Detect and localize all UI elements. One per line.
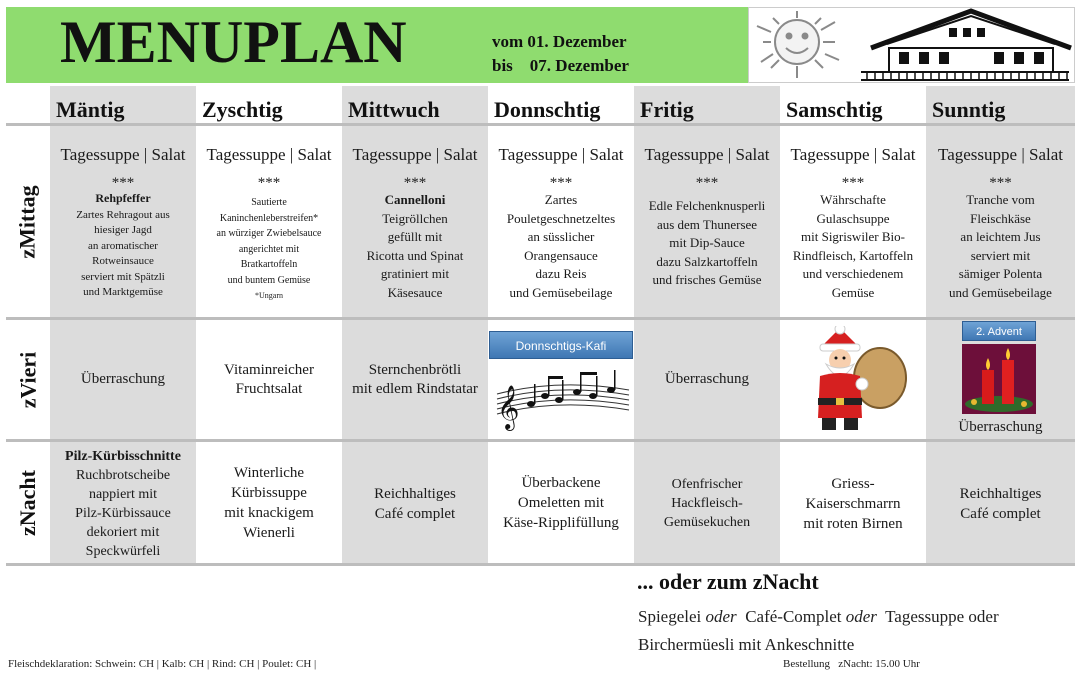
dish-text: Zartes Pouletgeschnetzeltes an süsslicher Orangensauce dazu Reis und Gemüsebeilage	[506, 192, 616, 300]
day-header-maentig: Mäntig	[56, 97, 125, 122]
dish-title: Rehpfeffer	[95, 191, 151, 205]
date-from: vom 01. Dezember	[492, 32, 627, 51]
row-label-mittag: zMittag	[15, 184, 41, 259]
mittag-cell-mittwuch	[342, 145, 488, 316]
donnschtigs-kafi-badge: Donnschtigs-Kafi	[489, 331, 633, 359]
date-to: bis 07. Dezember	[492, 56, 629, 75]
dish-text: Währschafte Gulaschsuppe mit Sigriswiler Bio- Rindfleisch, Kartoffeln und verschiedenem Gemüse	[792, 192, 914, 300]
day-header-fritig: Fritig	[640, 97, 694, 122]
page-title: MENUPLAN	[60, 9, 407, 75]
soup-salad-label: Tagessuppe | Salat	[790, 145, 916, 164]
divider-mittag	[6, 317, 1075, 320]
advent-badge: 2. Advent	[962, 321, 1036, 341]
nacht-cell-maentig: Pilz-Kürbisschnitte Ruchbrotscheibe nappiert mit Pilz-Kürbissauce dekoriert mit Speckwürfeli	[65, 449, 181, 559]
advent-candles-icon	[962, 344, 1036, 414]
nacht-cell-samschtig: Griess- Kaiserschmarrn mit roten Birnen	[803, 476, 903, 532]
separator-stars: ***	[111, 175, 135, 191]
day-header-mittwuch: Mittwuch	[348, 97, 440, 122]
mittag-cell-donnschtig	[488, 145, 634, 316]
dish-text: Tranche vom Fleischkäse an leichtem Jus serviert mit sämiger Polenta und Gemüsebeilage	[949, 192, 1052, 300]
mittag-cell-fritig	[634, 145, 780, 316]
vieri-cell-samschtig	[800, 326, 910, 434]
day-header-zyschtig: Zyschtig	[202, 97, 283, 122]
svg-text:𝄞: 𝄞	[497, 385, 520, 429]
alternatives-list: Spiegelei oder Café-Complet oder Tagessuppe oder Birchermüesli mit Ankeschnitte	[638, 607, 999, 654]
row-label-vieri: zVieri	[15, 351, 40, 408]
nacht-cell-donnschtig: Überbackene Omeletten mit Käse-Ripplifüllung	[503, 475, 619, 531]
vieri-cell-fritig: Überraschung	[664, 371, 750, 387]
day-header-samschtig: Samschtig	[786, 97, 883, 122]
vieri-cell-donnschtig	[489, 360, 633, 435]
vieri-cell-sunntig: Überraschung	[958, 419, 1043, 435]
dish-title: Pilz-Kürbisschnitte	[65, 449, 181, 464]
dish-title: Cannelloni	[384, 192, 446, 207]
nacht-cell-zyschtig: Winterliche Kürbissuppe mit knackigem Wienerli	[224, 465, 314, 541]
day-header-donnschtig: Donnschtig	[494, 97, 601, 122]
separator-stars: ***	[989, 175, 1012, 191]
nacht-cell-fritig: Ofenfrischer Hackfleisch- Gemüsekuchen	[663, 477, 751, 530]
divider-vieri	[6, 439, 1075, 442]
soup-salad-label: Tagessuppe | Salat	[206, 145, 332, 164]
advent-candles-image	[962, 344, 1036, 414]
mittag-cell-zyschtig	[196, 145, 342, 316]
soup-salad-label: Tagessuppe | Salat	[60, 145, 186, 164]
mittag-cell-maentig	[50, 145, 196, 316]
separator-stars: ***	[695, 175, 719, 191]
dish-text: Sautierte Kaninchenleberstreifen* an würziger Zwiebelsauce angerichtet mit Bratkartoffeln und buntem Gemüse *Ungarn	[216, 197, 322, 300]
santa-claus-icon	[800, 326, 910, 434]
dish-text: Cannelloni Teigröllchen gefüllt mit Ricotta und Spinat gratiniert mit Käsesauce	[366, 192, 464, 300]
divider-nacht	[6, 563, 1075, 566]
mittag-cell-sunntig	[926, 145, 1075, 316]
order-deadline: Bestellung zNacht: 15.00 Uhr	[783, 658, 920, 670]
separator-stars: ***	[841, 175, 865, 191]
vieri-cell-maentig: Überraschung	[80, 371, 166, 387]
meat-declaration: Fleischdeklaration: Schwein: CH | Kalb: CH | Rind: CH | Poulet: CH |	[8, 658, 317, 670]
vieri-cell-mittwuch: Sternchenbrötli mit edlem Rindstatar	[352, 362, 478, 397]
day-header-sunntig: Sunntig	[932, 97, 1006, 122]
music-notes-icon	[489, 360, 633, 435]
dish-text: Edle Felchenknusperli aus dem Thunersee mit Dip-Sauce dazu Salzkartoffeln und frisches Gemüse	[648, 198, 766, 287]
separator-stars: ***	[549, 175, 573, 191]
nacht-cell-mittwuch: Reichhaltiges Café complet	[374, 486, 456, 522]
alternatives-title: ... oder zum zNacht	[637, 569, 819, 594]
row-label-nacht: zNacht	[15, 469, 41, 536]
soup-salad-label: Tagessuppe | Salat	[352, 145, 478, 164]
nacht-cell-sunntig: Reichhaltiges Café complet	[959, 486, 1042, 522]
separator-stars: ***	[403, 175, 427, 191]
mittag-cell-samschtig	[780, 145, 926, 316]
separator-stars: ***	[257, 175, 281, 191]
logo-sun-chalet	[748, 7, 1075, 83]
divider-header	[6, 123, 1075, 126]
date-range	[492, 30, 629, 78]
soup-salad-label: Tagessuppe | Salat	[644, 145, 770, 164]
sun-chalet-icon	[749, 8, 1076, 84]
origin-note: *Ungarn	[255, 291, 283, 300]
soup-salad-label: Tagessuppe | Salat	[498, 145, 624, 164]
vieri-cell-zyschtig: Vitaminreicher Fruchtsalat	[224, 362, 314, 397]
dish-text: Rehpfeffer Zartes Rehragout aus hiesiger Jagd an aromatischer Rotweinsauce serviert mit Spätzli und Marktgemüse	[76, 191, 170, 298]
soup-salad-label: Tagessuppe | Salat	[938, 145, 1063, 164]
